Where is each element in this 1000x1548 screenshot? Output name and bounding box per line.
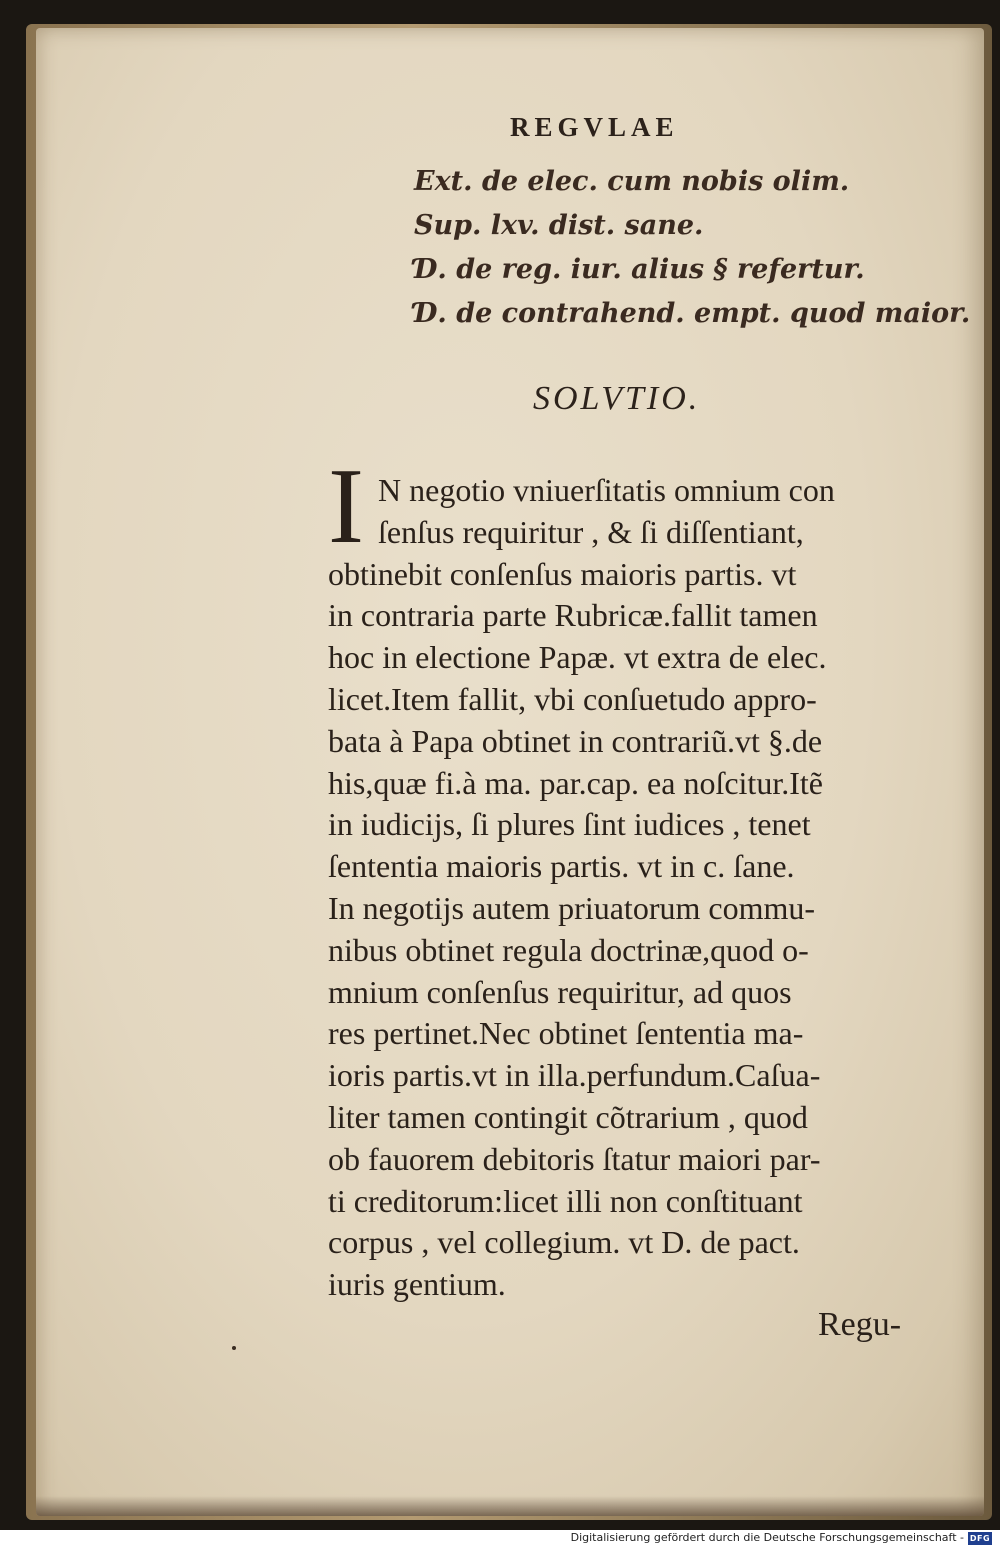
text-line: mnium conſenſus requiritur, ad quos <box>328 973 792 1010</box>
text-line: In negotijs autem priuatorum commu- <box>328 889 815 926</box>
reference-line: Ɗ. de reg. iur. alius § refertur. <box>414 254 865 285</box>
text-line: nibus obtinet regula doctrinæ,quod o- <box>328 931 809 968</box>
reference-line: Ɗ. de contrahend. empt. quod maior. <box>414 298 971 329</box>
dfg-logo: DFG <box>969 1534 991 1543</box>
text-line: res pertinet.Nec obtinet ſententia ma- <box>328 1015 804 1052</box>
text-line: in iudicijs, ſi plures ſint iudices , tenet <box>328 806 811 843</box>
text-line: ſenſus requiritur , & ſi diſſentiant, <box>378 513 804 550</box>
text-line: liter tamen contingit cõtrarium , quod <box>328 1098 808 1135</box>
text-line: ioris partis.vt in illa.perfundum.Caſua- <box>328 1057 821 1094</box>
text-line: in contraria parte Rubricæ.fallit tamen <box>328 597 818 634</box>
text-line: N negotio vniuerſitatis omnium con <box>378 472 835 508</box>
text-line: licet.Item fallit, vbi conſuetudo appro- <box>328 680 817 717</box>
page-bottom-shadow <box>36 1496 984 1516</box>
text-line: ſententia maioris partis. vt in c. ſane. <box>328 848 795 885</box>
text-line: his,quæ fi.à ma. par.cap. ea noſcitur.Itẽ <box>328 764 823 801</box>
text-line: ob fauorem debitoris ſtatur maiori par- <box>328 1140 821 1177</box>
funding-credit: Digitalisierung gefördert durch die Deutsche Forschungsgemeinschaft - <box>570 1531 964 1544</box>
text-line: ti creditorum:licet illi non conſtituant <box>328 1182 803 1219</box>
drop-cap: I <box>328 447 364 566</box>
ink-speck <box>232 1346 236 1350</box>
running-head: REGVLAE <box>510 112 679 142</box>
section-title: SOLVTIO. <box>533 380 701 417</box>
body-text <box>328 470 928 1306</box>
reference-line: Sup. lxv. dist. sane. <box>414 210 704 241</box>
reference-line: Ext. de elec. cum nobis olim. <box>414 166 850 197</box>
legal-references <box>414 160 970 336</box>
text-line: hoc in electione Papæ. vt extra de elec. <box>328 639 827 676</box>
text-line: bata à Papa obtinet in contrariũ.vt §.de <box>328 722 823 759</box>
text-line: iuris gentium. <box>328 1266 506 1303</box>
text-line: corpus , vel collegium. vt D. de pact. <box>328 1224 800 1261</box>
text-line: obtinebit conſenſus maioris partis. vt <box>328 555 797 592</box>
catchword: Regu- <box>818 1306 902 1343</box>
